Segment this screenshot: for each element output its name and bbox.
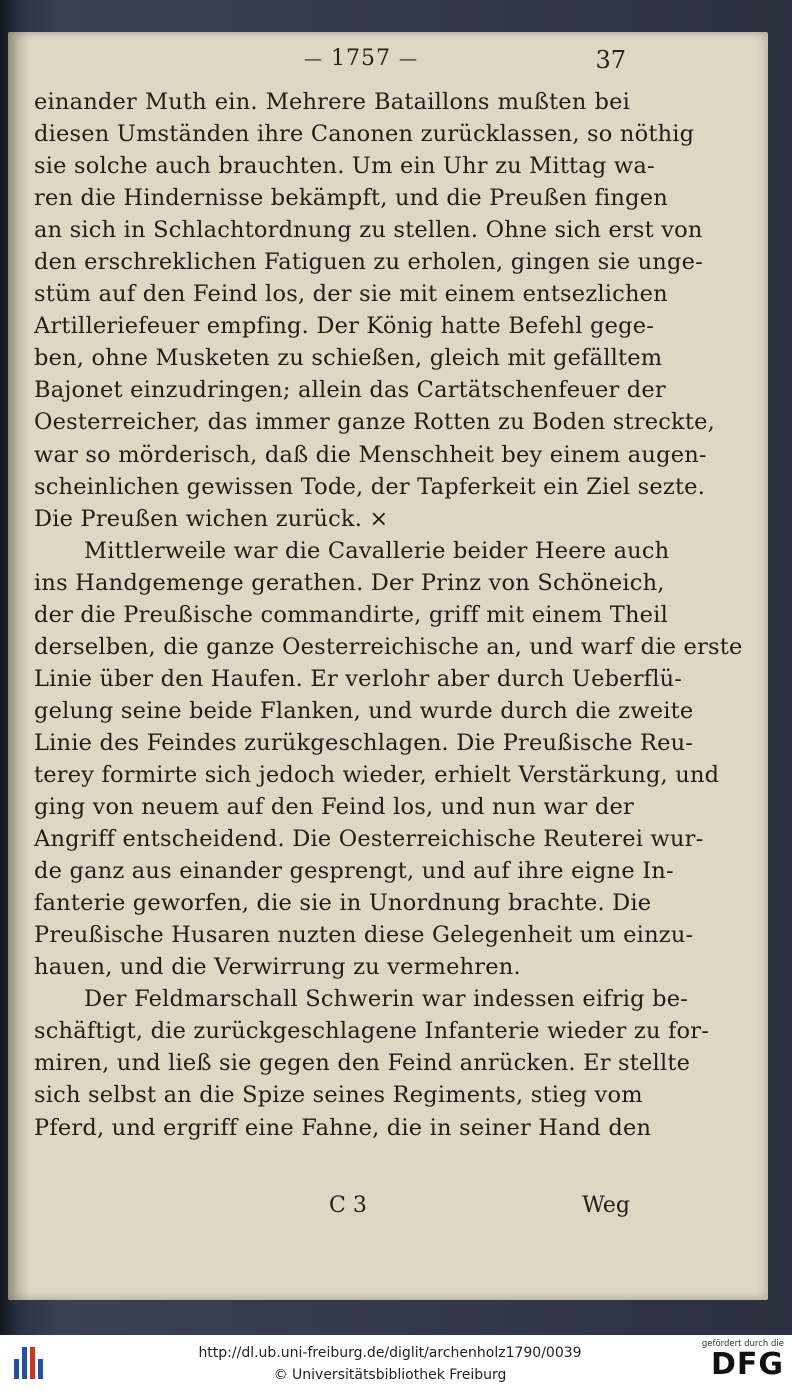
text-line: Oesterreicher, das immer ganze Rotten zu Boden streckte,	[34, 409, 715, 436]
text-line: miren, und ließ sie gegen den Feind anrücken. Er stellte	[34, 1050, 691, 1077]
text-line: ins Handgemenge gerathen. Der Prinz von Schöneich,	[34, 569, 665, 596]
text-line: sie solche auch brauchten. Um ein Uhr zu Mittag wa-	[34, 153, 655, 180]
text-line: Artilleriefeuer empfing. Der König hatte Befehl gege-	[34, 313, 655, 340]
dfg-funded-label: gefördert durch die	[701, 1339, 784, 1349]
page-number: 37	[595, 46, 626, 74]
text-line: Angriff entscheidend. Die Oesterreichische Reuterei wur-	[34, 826, 704, 853]
text-line: Linie des Feindes zurükgeschlagen. Die Preußische Reu-	[34, 729, 694, 756]
text-line: Linie über den Haufen. Er verlohr aber durch Ueberflü-	[34, 665, 683, 692]
dfg-logo	[700, 1339, 784, 1387]
running-head	[26, 46, 626, 76]
text-line: diesen Umständen ihre Canonen zurücklassen, so nöthig	[34, 121, 695, 148]
text-line: stüm auf den Feind los, der sie mit einem entsezlichen	[34, 281, 668, 308]
dash-left: —	[304, 48, 323, 70]
text-line: den erschreklichen Fatiguen zu erholen, gingen sie unge-	[34, 249, 703, 276]
copyright-notice: © Universitätsbibliothek Freiburg	[273, 1367, 507, 1383]
text-line: Der Feldmarschall Schwerin war indessen eifrig be-	[84, 986, 689, 1013]
text-line: Mittlerweile war die Cavallerie beider Heere auch	[84, 537, 670, 564]
text-line: scheinlichen gewissen Tode, der Tapferkeit ein Ziel sezte.	[34, 473, 706, 500]
text-line: an sich in Schlachtordnung zu stellen. Ohne sich erst von	[34, 217, 703, 244]
text-line: ben, ohne Musketen zu schießen, gleich mit gefälltem	[34, 345, 663, 372]
text-line: gelung seine beide Flanken, und wurde durch die zweite	[34, 697, 694, 724]
text-line: schäftigt, die zurückgeschlagene Infanterie wieder zu for-	[34, 1018, 710, 1045]
text-line: fanterie geworfen, die sie in Unordnung brachte. Die	[34, 890, 652, 917]
text-line: war so mörderisch, daß die Menschheit bey einem augen-	[34, 441, 707, 468]
viewer-footer	[0, 1335, 792, 1391]
text-line: Bajonet einzudringen; allein das Cartätschenfeuer der	[34, 377, 666, 404]
text-line: ren die Hindernisse bekämpft, und die Preußen fingen	[34, 185, 668, 212]
text-line: Die Preußen wichen zurück. ×	[34, 505, 389, 532]
text-line: Pferd, und ergriff eine Fahne, die in seiner Hand den	[34, 1114, 652, 1141]
text-line: Preußische Husaren nuzten diese Gelegenheit um einzu-	[34, 922, 694, 949]
signature-mark: C 3	[329, 1193, 367, 1218]
text-line: de ganz aus einander gesprengt, und auf ihre eigne In-	[34, 858, 674, 885]
source-url-link[interactable]: http://dl.ub.uni-freiburg.de/diglit/archenholz1790/0039	[198, 1345, 582, 1361]
running-head-year	[281, 46, 441, 71]
text-line: der die Preußische commandirte, griff mit einem Theil	[34, 601, 668, 628]
library-logo-icon	[10, 1343, 50, 1383]
text-line: terey formirte sich jedoch wieder, erhielt Verstärkung, und	[34, 761, 720, 788]
dfg-wordmark: DFG	[710, 1347, 784, 1382]
text-line: derselben, die ganze Oesterreichische an, und warf die erste	[34, 633, 743, 660]
body-text	[34, 86, 743, 1144]
catchword: Weg	[582, 1193, 630, 1218]
year-label: 1757	[331, 46, 391, 71]
text-line: hauen, und die Verwirrung zu vermehren.	[34, 954, 521, 981]
dash-right: —	[399, 48, 418, 70]
text-line: sich selbst an die Spize seines Regiments, stieg vom	[34, 1082, 643, 1109]
text-line: ging von neuem auf den Feind los, und nun war der	[34, 794, 634, 821]
text-line: einander Muth ein. Mehrere Bataillons mußten bei	[34, 89, 630, 115]
signature-line	[34, 1193, 630, 1223]
